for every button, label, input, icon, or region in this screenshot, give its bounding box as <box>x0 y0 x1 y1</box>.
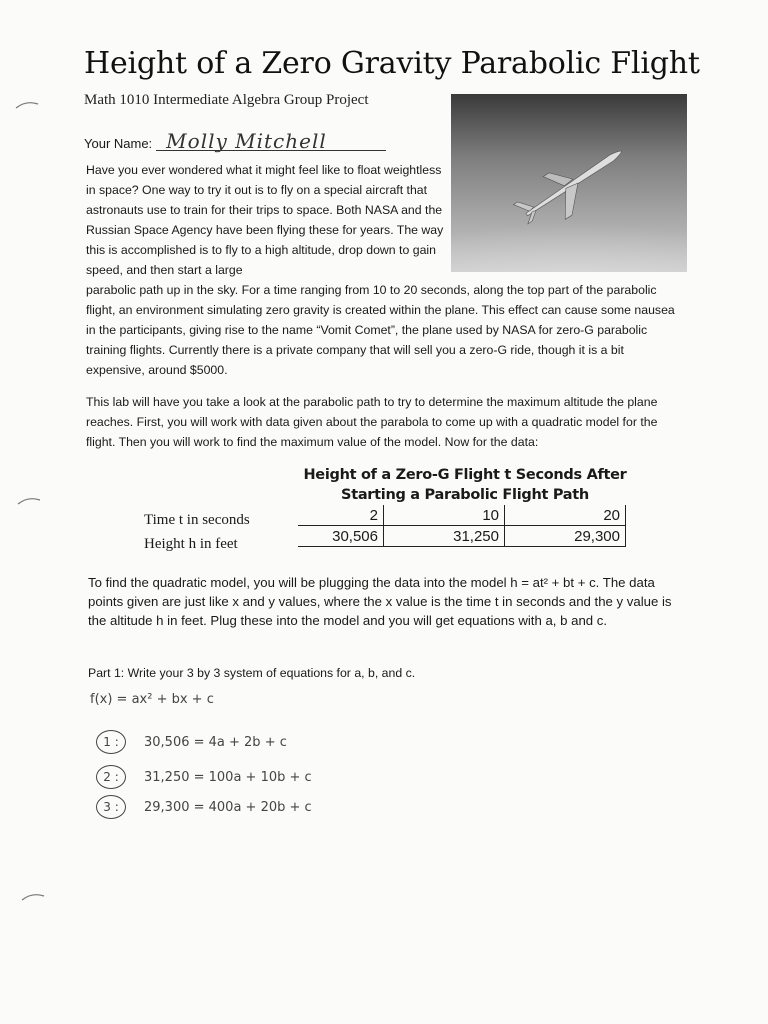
model-paragraph: To find the quadratic model, you will be plugging the data into the model h = at² + bt + c. The data points given are just like x and y values, where the x value is the time t in seconds and the y value is the altitude h in feet. Plug these into the model and you will get equations with a, b and c. <box>88 575 672 628</box>
table-cell: 31,250 <box>384 526 505 547</box>
hole-punch-mark <box>20 892 46 902</box>
hole-punch-mark <box>14 100 40 110</box>
equation-text: 29,300 = 400a + 20b + c <box>144 799 312 815</box>
table-cell: 2 <box>298 505 384 526</box>
table-cell: 10 <box>384 505 505 526</box>
handwritten-equation-1 <box>96 730 287 754</box>
table-row-labels <box>144 508 250 556</box>
name-label: Your Name: <box>84 136 153 151</box>
circled-number: 2 : <box>96 765 126 789</box>
circled-number: 3 : <box>96 795 126 819</box>
part1-prompt: Part 1: Write your 3 by 3 system of equations for a, b, and c. <box>88 666 416 680</box>
table-row <box>298 505 626 526</box>
table-title: Height of a Zero-G Flight t Seconds After Starting a Parabolic Flight Path <box>303 467 627 503</box>
handwritten-equation-3 <box>96 795 312 819</box>
table-cell: 29,300 <box>505 526 626 547</box>
hole-punch-mark <box>16 496 42 506</box>
height-row-label: Height h in feet <box>144 536 238 552</box>
time-row-label: Time t in seconds <box>144 512 250 528</box>
equation-text: 30,506 = 4a + 2b + c <box>144 734 287 750</box>
name-line <box>156 130 386 151</box>
intro-paragraph: Have you ever wondered what it might feel like to float weightless in space? One way to try it out is to fly on a special aircraft that astronauts use to train for their trips to space. Both NASA and the Russian Space Agency have been flying these for years. The way this is accomplished is to fly to a high altitude, drop down to gain speed, and then start a large <box>86 163 444 277</box>
circled-number: 1 : <box>96 730 126 754</box>
table-cell: 30,506 <box>298 526 384 547</box>
lab-paragraph: This lab will have you take a look at the parabolic path to try to determine the maximum altitude the plane reaches. First, you will work with data given about the parabola to come up with a quadratic model for the flight. Then you will work to find the maximum value of the model. Now for the data: <box>86 395 658 449</box>
course-subtitle: Math 1010 Intermediate Algebra Group Project <box>84 92 369 108</box>
table-row <box>298 526 626 547</box>
equation-text: 31,250 = 100a + 10b + c <box>144 769 312 785</box>
flight-data-table <box>298 505 626 547</box>
page-title: Height of a Zero Gravity Parabolic Flight <box>84 46 700 81</box>
name-field-row <box>84 130 386 151</box>
intro-paragraph-continued: parabolic path up in the sky. For a time ranging from 10 to 20 seconds, along the top part of the parabolic flight, an environment simulating zero gravity is created within the plane. This effect can cause some nausea in the participants, giving rise to the name “Vomit Comet”, the plane used by NASA for zero-G parabolic training flights. Currently there is a private company that will sell you a zero-G ride, though it is a bit expensive, around $5000. <box>86 283 675 377</box>
table-cell: 20 <box>505 505 626 526</box>
handwritten-name: Molly Mitchell <box>166 129 327 153</box>
handwritten-equation-2 <box>96 765 312 789</box>
zero-g-plane-photo <box>451 94 687 272</box>
handwritten-formula: f(x) = ax² + bx + c <box>90 692 214 707</box>
